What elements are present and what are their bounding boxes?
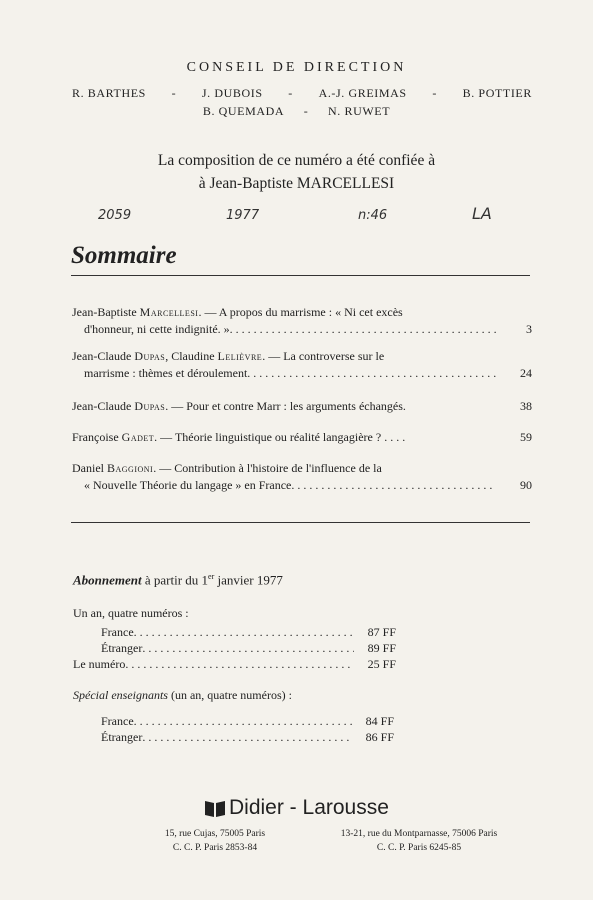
board-members-line2 (0, 104, 593, 119)
top-rule (71, 275, 530, 276)
toc-entry-line: « Nouvelle Théorie du langage » en France . . . 90 (72, 477, 532, 494)
book-icon (203, 798, 227, 818)
toc-entry (72, 429, 532, 446)
toc-entry (72, 304, 532, 338)
abonnement-heading: Abonnement à partir du 1er janvier 1977 (73, 572, 283, 588)
toc-entry-line: Jean-Claude Dupas, Claudine Lelièvre. — La controverse sur le (72, 349, 385, 363)
board-member: R. BARTHES (72, 86, 146, 100)
board-member: A.-J. GREIMAS (318, 86, 407, 100)
toc-entry (72, 348, 532, 382)
special-teachers-label: Spécial enseignants (un an, quatre numéros) : (73, 688, 292, 702)
toc-entry (72, 398, 532, 415)
page-number: 38 (520, 399, 532, 413)
subscription-group-label: Un an, quatre numéros : (73, 606, 189, 620)
price-row: Étranger . . . 86 FF (101, 730, 394, 745)
toc-entry-line: marrisme : thèmes et déroulement . . . 24 (72, 365, 532, 382)
page-number: 90 (520, 478, 532, 492)
price-row: Étranger . . . 89 FF (101, 641, 396, 656)
board-members-line1 (72, 86, 532, 101)
page-number: 3 (526, 322, 532, 336)
toc-entry-line: Daniel Baggioni. — Contribution à l'histoire de l'influence de la (72, 461, 382, 475)
separator: - (288, 86, 293, 100)
publisher-logo (203, 796, 389, 820)
bottom-rule (71, 522, 530, 523)
toc-entry-line: d'honneur, ni cette indignité. » . . . 3 (72, 321, 532, 338)
handwritten-note: 1977 (226, 208, 260, 223)
composition-line1: La composition de ce numéro a été confiée à (157, 152, 436, 169)
board-member: J. DUBOIS (201, 86, 263, 100)
page-number: 59 (520, 430, 532, 444)
board-member: B. POTTIER (462, 86, 532, 100)
toc-entry-line: Jean-Claude Dupas. — Pour et contre Marr : les arguments échangés. 38 (72, 399, 532, 413)
board-title: CONSEIL DE DIRECTION (186, 60, 407, 75)
page-number: 24 (520, 366, 532, 380)
address-left: 15, rue Cujas, 75005 Paris C. C. P. Paris 2853-84 (164, 829, 266, 853)
toc-entry-line: Françoise Gadet. — Théorie linguistique ou réalité langagière ? . . . . 59 (72, 430, 532, 444)
handwritten-note: LA (472, 204, 492, 223)
board-member: B. QUEMADA (202, 104, 285, 118)
address-right: 13-21, rue du Montparnasse, 75006 Paris C. C. P. Paris 6245-85 (340, 829, 498, 853)
price-row: Le numéro . . . 25 FF (73, 657, 396, 672)
separator: - (432, 86, 437, 100)
composition-line2: à Jean-Baptiste MARCELLESI (198, 175, 395, 192)
sommaire-title: Sommaire (71, 242, 177, 269)
handwritten-note: 2059 (98, 208, 132, 223)
separator: - (303, 104, 309, 118)
price-row: France . . . 84 FF (101, 714, 394, 729)
board-member: N. RUWET (328, 104, 391, 118)
separator: - (171, 86, 177, 100)
publisher-name: Didier - Larousse (229, 796, 389, 819)
toc-entry (72, 460, 532, 494)
price-row: France . . . 87 FF (101, 625, 396, 640)
toc-entry-line: Jean-Baptiste Marcellesi. — A propos du marrisme : « Ni cet excès (72, 305, 403, 319)
handwritten-note: n:46 (358, 208, 388, 223)
